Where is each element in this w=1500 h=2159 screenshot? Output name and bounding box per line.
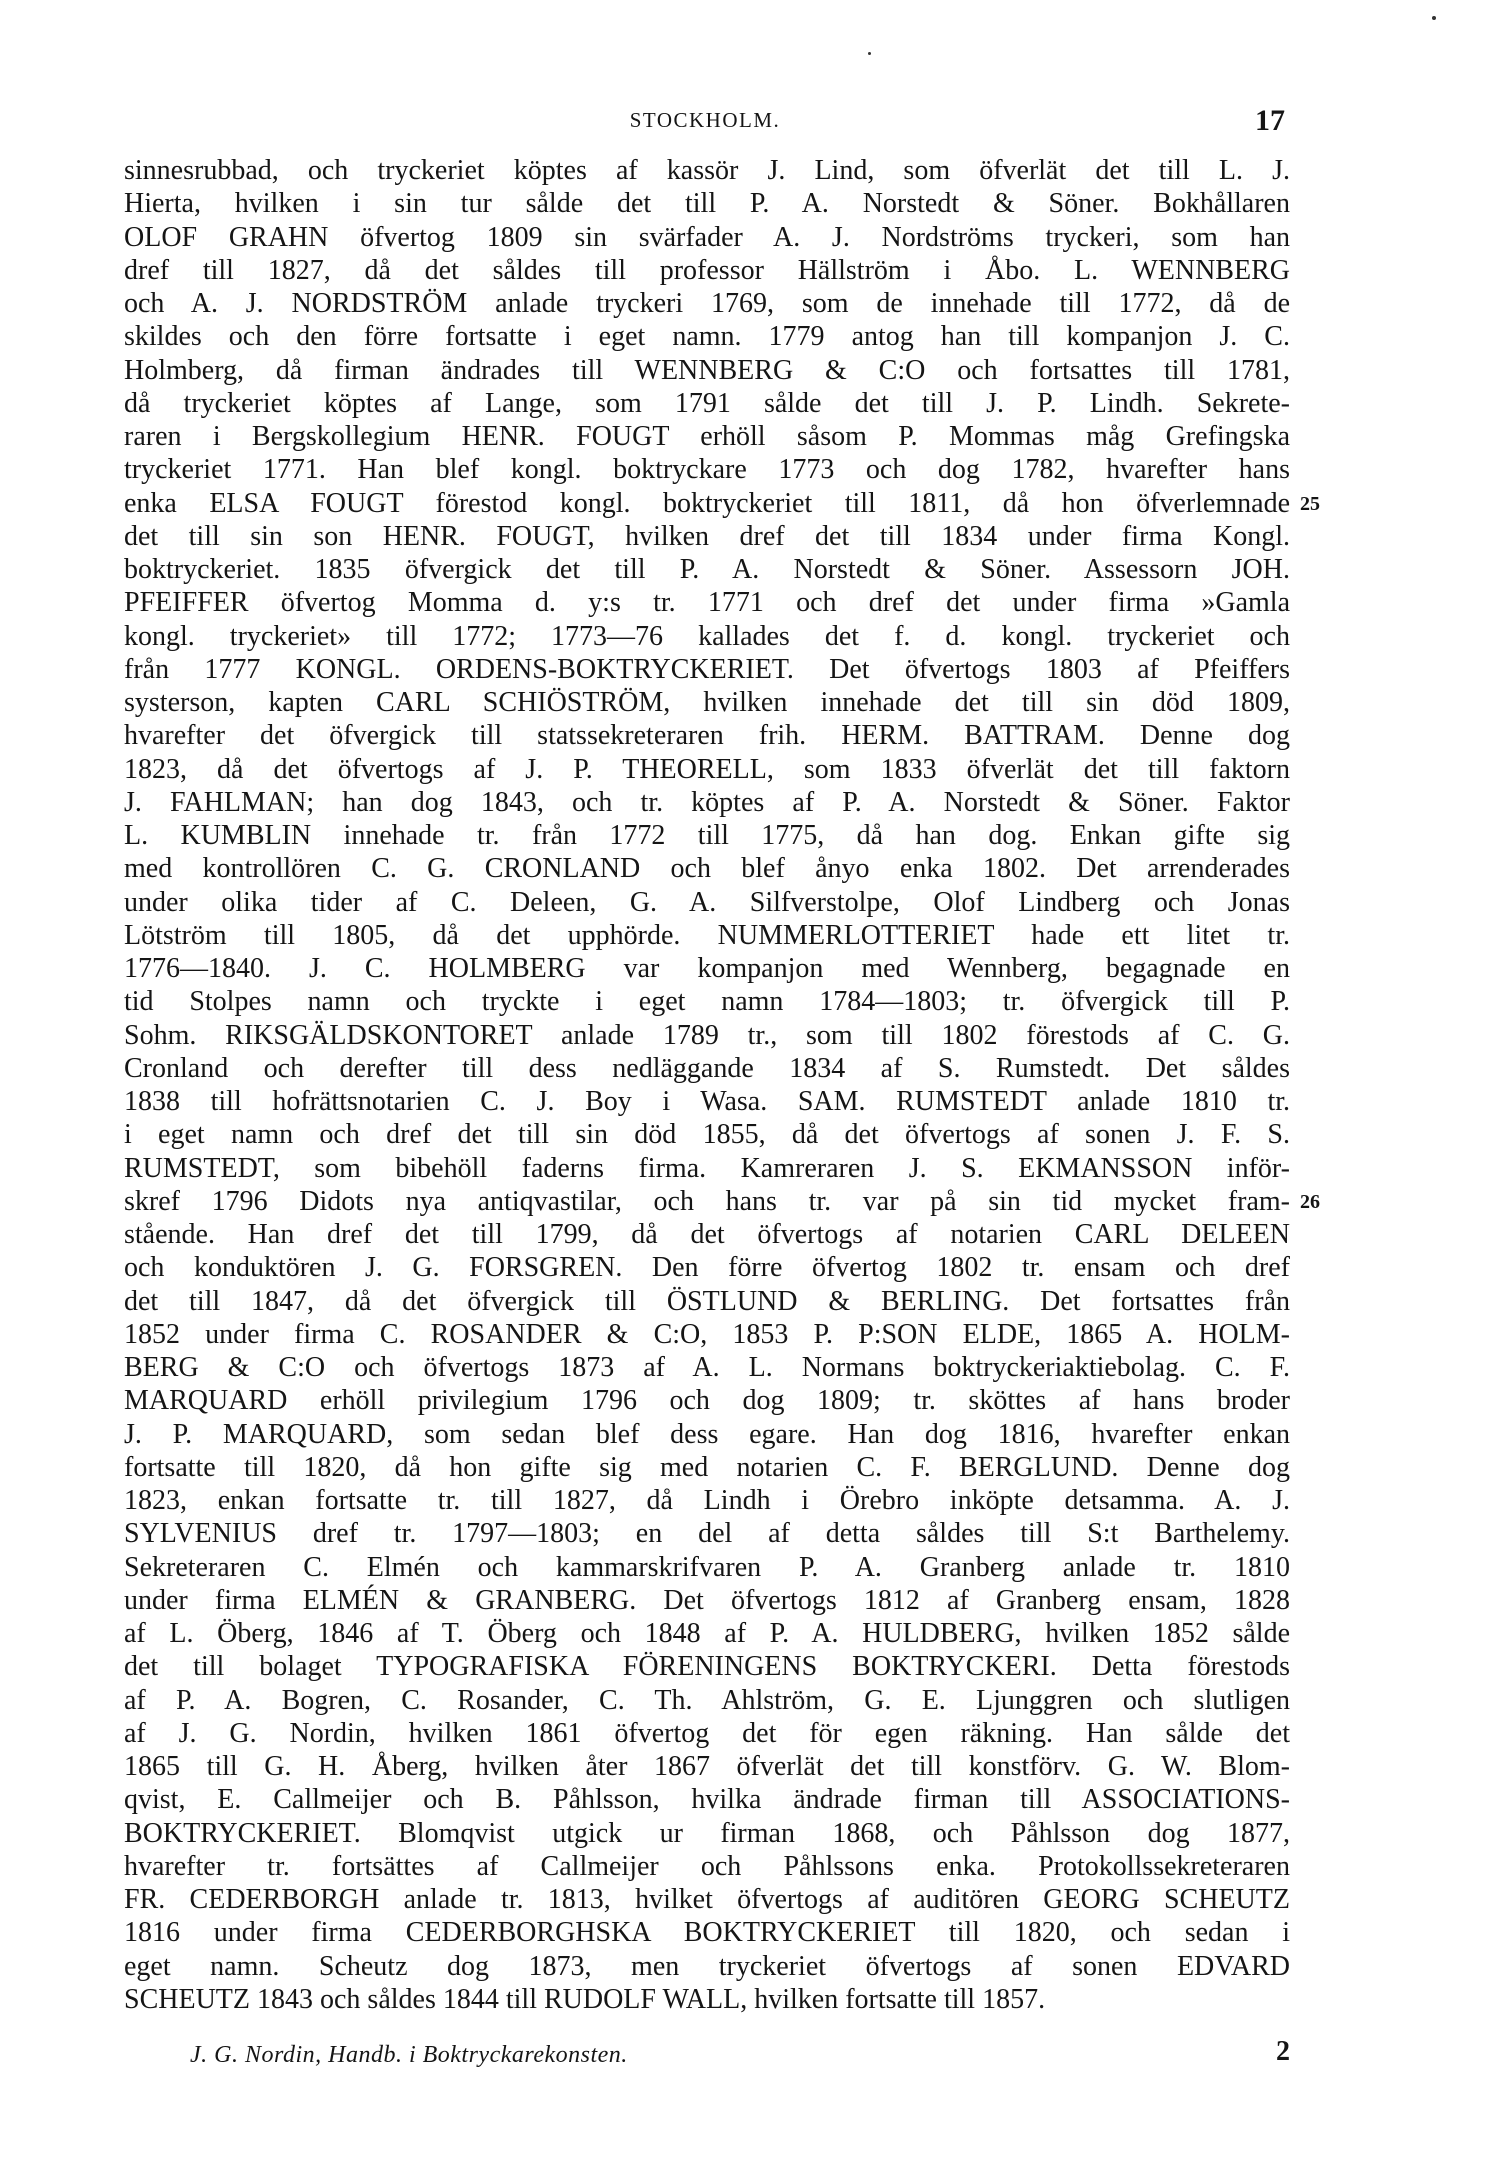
text-line: stående. Han dref det till 1799, då det öfvertogs af notarien CARL DELEEN [124,1219,1290,1250]
text-line: raren i Bergskollegium HENR. FOUGT erhöll såsom P. Mommas måg Grefingska [124,421,1290,452]
text-line: 1865 till G. H. Åberg, hvilken åter 1867 öfverlät det till konstförv. G. W. Blom- [124,1751,1290,1782]
text-line: och konduktören J. G. FORSGREN. Den förre öfvertog 1802 tr. ensam och dref [124,1252,1290,1284]
text-line: Lötström till 1805, då det upphörde. NUMMERLOTTERIET hade ett litet tr. [124,919,1290,951]
text-line: L. KUMBLIN innehade tr. från 1772 till 1775, då han dog. Enkan gifte sig [124,820,1290,851]
text-line: hvarefter det öfvergick till statssekreteraren frih. HERM. BATTRAM. Denne dog [124,720,1290,752]
text-line: MARQUARD erhöll privilegium 1796 och dog 1809; tr. sköttes af hans broder [124,1385,1290,1417]
text-line: Sekreteraren C. Elmén och kammarskrifvaren P. A. Granberg anlade tr. 1810 [124,1551,1290,1583]
signature-number: 2 [1276,2036,1290,2067]
running-title: STOCKHOLM. [629,108,781,132]
text-line: 1816 under firma CEDERBORGHSKA BOKTRYCKERIET till 1820, och sedan i [124,1917,1290,1949]
text-line: boktryckeriet. 1835 öfvergick det till P. A. Norstedt & Söner. Assessorn JOH. [124,554,1290,585]
text-line: J. P. MARQUARD, som sedan blef dess egare. Han dog 1816, hvarefter enkan [124,1418,1290,1450]
text-line: sinnesrubbad, och tryckeriet köptes af kassör J. Lind, som öfverlät det till L. J. [124,155,1290,186]
text-line: 1823, då det öfvertogs af J. P. THEORELL, som 1833 öfverlät det till faktorn [124,753,1290,785]
page-header [125,104,1285,140]
page-number: 17 [1255,104,1285,137]
body-text [124,154,1320,2016]
text-line: BOKTRYCKERIET. Blomqvist utgick ur firman 1868, och Påhlsson dog 1877, [124,1817,1290,1849]
text-line: i eget namn och dref det till sin död 1855, då det öfvertogs af sonen J. F. S. [124,1119,1290,1151]
text-line: under olika tider af C. Deleen, G. A. Silfverstolpe, Olof Lindberg och Jonas [124,886,1290,918]
text-line: 1776—1840. J. C. HOLMBERG var kompanjon med Wennberg, begagnade en [124,953,1290,984]
page-footer [190,2036,1290,2072]
text-line: kongl. tryckeriet» till 1772; 1773—76 kallades det f. d. kongl. tryckeriet och [124,620,1290,652]
text-line: fortsatte till 1820, då hon gifte sig med notarien C. F. BERGLUND. Denne dog [124,1451,1290,1483]
text-line: af P. A. Bogren, C. Rosander, C. Th. Ahlström, G. E. Ljunggren och slutligen [124,1684,1290,1716]
text-line: Cronland och derefter till dess nedläggande 1834 af S. Rumstedt. Det såldes [124,1052,1290,1084]
text-line: qvist, E. Callmeijer och B. Påhlsson, hvilka ändrade firman till ASSOCIATIONS- [124,1784,1290,1816]
text-line: med kontrollören C. G. CRONLAND och blef ånyo enka 1802. Det arrenderades [124,853,1290,885]
text-line: RUMSTEDT, som bibehöll faderns firma. Kamreraren J. S. EKMANSSON inför- [124,1152,1290,1184]
text-line: då tryckeriet köptes af Lange, som 1791 sålde det till J. P. Lindh. Sekrete- [124,387,1290,419]
text-line: under firma ELMÉN & GRANBERG. Det öfvertogs 1812 af Granberg ensam, 1828 [124,1584,1290,1616]
text-line: Hierta, hvilken i sin tur sålde det till P. A. Norstedt & Söner. Bokhållaren [124,188,1290,220]
text-line: SYLVENIUS dref tr. 1797—1803; en del af detta såldes till S:t Barthelemy. [124,1518,1290,1550]
text-line: OLOF GRAHN öfvertog 1809 sin svärfader A. J. Nordströms tryckeri, som han [124,221,1290,253]
text-line: enka ELSA FOUGT förestod kongl. boktryckeriet till 1811, då hon öfverlemnade [124,487,1290,519]
text-line: tid Stolpes namn och tryckte i eget namn 1784—1803; tr. öfvergick till P. [124,986,1290,1018]
text-line: BERG & C:O och öfvertogs 1873 af A. L. Normans boktryckeriaktiebolag. C. F. [124,1352,1290,1383]
text-line: skildes och den förre fortsatte i eget namn. 1779 antog han till kompanjon J. C. [124,321,1290,353]
text-line: af J. G. Nordin, hvilken 1861 öfvertog det för egen räkning. Han sålde det [124,1717,1290,1749]
text-line: eget namn. Scheutz dog 1873, men tryckeriet öfvertogs af sonen EDVARD [124,1950,1290,1982]
text-line: J. FAHLMAN; han dog 1843, och tr. köptes af P. A. Norstedt & Söner. Faktor [124,786,1290,818]
text-line: PFEIFFER öfvertog Momma d. y:s tr. 1771 och dref det under firma »Gamla [124,587,1290,619]
text-line: det till bolaget TYPOGRAFISKA FÖRENINGENS BOKTRYCKERI. Detta förestods [124,1651,1290,1683]
text-line: tryckeriet 1771. Han blef kongl. boktryckare 1773 och dog 1782, hvarefter hans [124,454,1290,486]
margin-line-number: 25 [1300,492,1320,515]
text-line: det till sin son HENR. FOUGT, hvilken dref det till 1834 under firma Kongl. [124,520,1290,552]
signature-line: J. G. Nordin, Handb. i Boktryckarekonsten. [190,2042,628,2068]
text-line: Holmberg, då firman ändrades till WENNBERG & C:O och fortsattes till 1781, [124,354,1290,386]
text-line: systerson, kapten CARL SCHIÖSTRÖM, hvilken innehade det till sin död 1809, [124,687,1290,718]
margin-line-number: 26 [1300,1190,1320,1213]
text-line: och A. J. NORDSTRÖM anlade tryckeri 1769, som de innehade till 1772, då de [124,288,1290,319]
text-line: Sohm. RIKSGÄLDSKONTORET anlade 1789 tr., som till 1802 förestods af C. G. [124,1019,1290,1051]
text-line: SCHEUTZ 1843 och såldes 1844 till RUDOLF WALL, hvilken fortsatte till 1857. [124,1983,1046,2015]
print-speck [1432,16,1436,20]
text-line: skref 1796 Didots nya antiqvastilar, och hans tr. var på sin tid mycket fram- [124,1185,1290,1217]
text-line: 1852 under firma C. ROSANDER & C:O, 1853 P. P:SON ELDE, 1865 A. HOLM- [124,1318,1290,1350]
text-line: af L. Öberg, 1846 af T. Öberg och 1848 af P. A. HULDBERG, hvilken 1852 sålde [124,1618,1290,1649]
text-line: FR. CEDERBORGH anlade tr. 1813, hvilket öfvertogs af auditören GEORG SCHEUTZ [124,1884,1290,1915]
text-line: dref till 1827, då det såldes till professor Hällström i Åbo. L. WENNBERG [124,254,1290,286]
text-line: hvarefter tr. fortsättes af Callmeijer och Påhlssons enka. Protokollssekreteraren [124,1850,1290,1882]
print-speck [868,52,871,55]
text-line: det till 1847, då det öfvergick till ÖSTLUND & BERLING. Det fortsattes från [124,1285,1290,1317]
text-line: 1823, enkan fortsatte tr. till 1827, då Lindh i Örebro inköpte detsamma. A. J. [124,1485,1290,1516]
text-line: från 1777 KONGL. ORDENS-BOKTRYCKERIET. Det öfvertogs 1803 af Pfeiffers [124,653,1290,685]
text-line: 1838 till hofrättsnotarien C. J. Boy i Wasa. SAM. RUMSTEDT anlade 1810 tr. [124,1086,1290,1117]
